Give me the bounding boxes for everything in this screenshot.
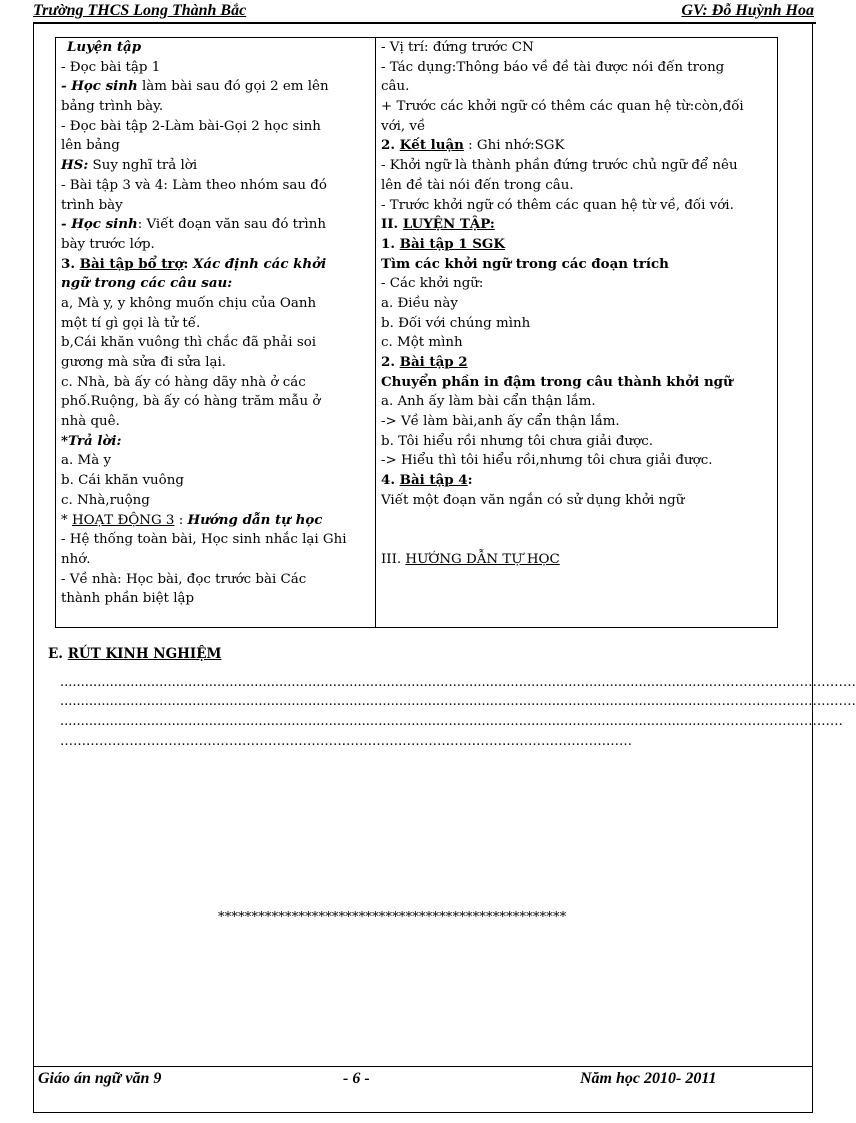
text-segment: a. Anh ấy làm bài cẩn thận lắm.: [381, 394, 596, 410]
text-line: [381, 97, 773, 117]
text-line: [61, 392, 369, 412]
footer-school-year: Năm học 2010- 2011: [580, 1070, 717, 1087]
text-segment: lên đề tài nói đến trong câu.: [381, 177, 574, 193]
text-segment: 4.: [381, 472, 400, 489]
text-line: [381, 353, 773, 373]
text-segment: + Trước các khởi ngữ có thêm các quan hệ từ:còn,đối: [381, 99, 744, 115]
text-segment: - Đọc bài tập 2-Làm bài-Gọi 2 học sinh: [61, 118, 321, 134]
activities-column: [61, 38, 369, 609]
text-segment: một tí gì gọi là tử tế.: [61, 315, 201, 331]
text-segment: b. Tôi hiểu rồi nhưng tôi chưa giải được.: [381, 433, 653, 449]
text-line: [381, 432, 773, 452]
text-line: [381, 333, 773, 353]
text-line: [61, 255, 369, 275]
text-line: [61, 136, 369, 156]
text-segment: - Về nhà: Học bài, đọc trước bài Các: [61, 571, 307, 587]
text-line: [61, 58, 369, 78]
text-segment: a, Mà y, y không muốn chịu của Oanh: [61, 295, 317, 311]
text-segment: ngữ trong các câu sau:: [61, 275, 233, 292]
review-line: ..............................................................................................................................................................……………………………: [60, 694, 856, 709]
text-segment: HƯỚNG DẪN TỰ HỌC: [405, 551, 560, 567]
footer-rule: [33, 1066, 813, 1067]
text-segment: - Trước khởi ngữ có thêm các quan hệ từ về, đối với.: [381, 197, 734, 213]
text-line: [61, 451, 369, 471]
text-segment: - Bài tập 3 và 4: Làm theo nhóm sau đó: [61, 177, 327, 193]
review-heading: [48, 646, 221, 662]
text-segment: :: [174, 512, 188, 528]
text-line: [381, 471, 773, 491]
text-line: [61, 156, 369, 176]
text-line: [61, 550, 369, 570]
text-segment: b. Cái khăn vuông: [61, 473, 184, 489]
text-segment: : Viết đoạn văn sau đó trình: [137, 217, 326, 233]
text-segment: bày trước lớp.: [61, 236, 155, 252]
text-segment: :: [183, 255, 194, 272]
text-line: [61, 511, 369, 531]
text-segment: c. Nhà,ruộng: [61, 492, 150, 508]
text-segment: III.: [381, 551, 406, 567]
text-segment: Tìm các khởi ngữ trong các đoạn trích: [381, 255, 669, 272]
text-segment: -> Hiểu thì tôi hiểu rồi,nhưng tôi chưa giải được.: [381, 453, 713, 469]
text-line: [381, 215, 773, 235]
text-segment: - Học sinh: [61, 78, 138, 95]
text-segment: a. Điều này: [381, 295, 458, 311]
text-line: [61, 471, 369, 491]
text-segment: HOẠT ĐỘNG 3: [71, 512, 175, 528]
text-segment: gương mà sửa đi sửa lại.: [61, 355, 227, 370]
text-segment: Chuyển phần in đậm trong câu thành khởi ngữ: [381, 373, 733, 390]
text-line: [381, 196, 773, 216]
lesson-table: [55, 37, 778, 628]
text-line: [381, 314, 773, 334]
review-line: ……………………………………………………………………………………………………………………: [60, 734, 632, 749]
separator-stars: ****************************************************: [218, 910, 567, 925]
text-segment: Bài tập 1 SGK: [399, 235, 506, 252]
text-segment: *: [61, 512, 72, 528]
text-line: [61, 491, 369, 511]
footer-title: Giáo án ngữ văn 9: [38, 1070, 162, 1087]
text-line: [381, 117, 773, 137]
text-segment: nhớ.: [61, 551, 91, 567]
review-prefix: E.: [48, 646, 68, 662]
text-segment: với, về: [381, 118, 426, 134]
text-line: [381, 373, 773, 393]
text-line: [61, 314, 369, 334]
text-line: [381, 58, 773, 78]
text-segment: LUYỆN TẬP:: [402, 216, 495, 233]
text-line: [381, 136, 773, 156]
text-segment: lên bảng: [61, 138, 120, 154]
text-segment: c. Nhà, bà ấy có hàng dãy nhà ở các: [61, 374, 306, 390]
text-line: [61, 215, 369, 235]
text-segment: Viết một đoạn văn ngắn có sử dụng khởi ngữ: [381, 492, 685, 508]
text-line: [381, 156, 773, 176]
text-line: [61, 589, 369, 609]
text-segment: a. Mà y: [61, 453, 112, 469]
text-line: [381, 235, 773, 255]
text-segment: :: [467, 472, 473, 489]
text-segment: - Khởi ngữ là thành phần đứng trước chủ ngữ để nêu: [381, 158, 738, 174]
text-segment: Kết luận: [399, 137, 464, 154]
text-segment: - Đọc bài tập 1: [61, 59, 161, 75]
text-line: [381, 491, 773, 511]
text-segment: Suy nghĩ trả lời: [88, 158, 198, 174]
text-line: [61, 530, 369, 550]
text-segment: trình bày: [61, 197, 123, 213]
text-segment: b,Cái khăn vuông thì chắc đã phải soi: [61, 335, 317, 351]
text-line: [381, 77, 773, 97]
school-name: Trường THCS Long Thành Bắc: [33, 2, 247, 19]
text-segment: Bài tập 2: [399, 354, 468, 370]
text-segment: 2.: [381, 137, 400, 154]
text-segment: - Tác dụng:Thông báo về đề tài được nói đến trong: [381, 59, 725, 75]
text-line: [381, 392, 773, 412]
text-line: [381, 176, 773, 196]
text-line: [61, 333, 369, 353]
review-title: RÚT KINH NGHIỆM: [67, 646, 222, 662]
text-line: [381, 38, 773, 58]
text-segment: 3.: [61, 255, 80, 272]
text-segment: bảng trình bày.: [61, 99, 164, 115]
text-line: [61, 412, 369, 432]
text-line: [61, 373, 369, 393]
text-segment: phố.Ruộng, bà ấy có hàng trăm mẫu ở: [61, 394, 321, 410]
text-segment: nhà quê.: [61, 414, 120, 430]
text-line: [381, 412, 773, 432]
text-segment: - Vị trí: đứng trước CN: [381, 40, 534, 55]
text-segment: : Ghi nhớ:SGK: [463, 138, 565, 154]
text-line: [61, 196, 369, 216]
text-line: [381, 550, 773, 570]
text-line: [61, 570, 369, 590]
review-line: ..............................................................................................................................................................…………………………: [60, 714, 843, 729]
text-segment: 2.: [381, 354, 400, 370]
text-segment: làm bài sau đó gọi 2 em lên: [137, 79, 329, 95]
text-segment: 1.: [381, 235, 400, 252]
text-line: [381, 511, 773, 531]
text-line: [61, 353, 369, 373]
text-segment: Bài tập bổ trợ: [79, 255, 184, 272]
text-segment: -> Về làm bài,anh ấy cẩn thận lắm.: [381, 414, 620, 430]
text-line: [61, 77, 369, 97]
text-line: [61, 274, 369, 294]
text-segment: c. Một mình: [381, 335, 463, 351]
text-segment: câu.: [381, 79, 410, 95]
text-line: [381, 451, 773, 471]
text-line: [61, 97, 369, 117]
text-line: [381, 530, 773, 550]
text-line: [61, 117, 369, 137]
text-line: [61, 176, 369, 196]
text-segment: II.: [381, 216, 403, 233]
text-line: [61, 294, 369, 314]
text-segment: Luyện tập: [67, 39, 142, 55]
text-line: [61, 432, 369, 452]
text-segment: - Các khởi ngữ:: [381, 276, 484, 292]
page-header: [33, 2, 816, 22]
text-segment: thành phần biệt lập: [61, 591, 195, 607]
text-segment: Hướng dẫn tự học: [187, 511, 323, 528]
column-divider: [375, 38, 376, 627]
text-segment: Bài tập 4: [399, 472, 468, 489]
review-line: ..............................................................................................................................................................……………………………: [60, 675, 856, 690]
footer-page-number: - 6 -: [343, 1070, 370, 1087]
text-segment: b. Đối với chúng mình: [381, 315, 531, 331]
text-segment: - Hệ thống toàn bài, Học sinh nhắc lại Ghi: [61, 532, 347, 548]
text-segment: *Trả lời:: [61, 432, 122, 449]
text-line: [381, 294, 773, 314]
text-segment: Xác định các khởi: [193, 255, 327, 272]
text-line: [61, 235, 369, 255]
content-column: [381, 38, 773, 570]
text-segment: - Học sinh: [61, 216, 138, 233]
text-line: [61, 38, 369, 58]
teacher-name: GV: Đỗ Huỳnh Hoa: [681, 2, 814, 19]
text-segment: HS:: [61, 157, 89, 174]
text-line: [381, 274, 773, 294]
text-line: [381, 255, 773, 275]
